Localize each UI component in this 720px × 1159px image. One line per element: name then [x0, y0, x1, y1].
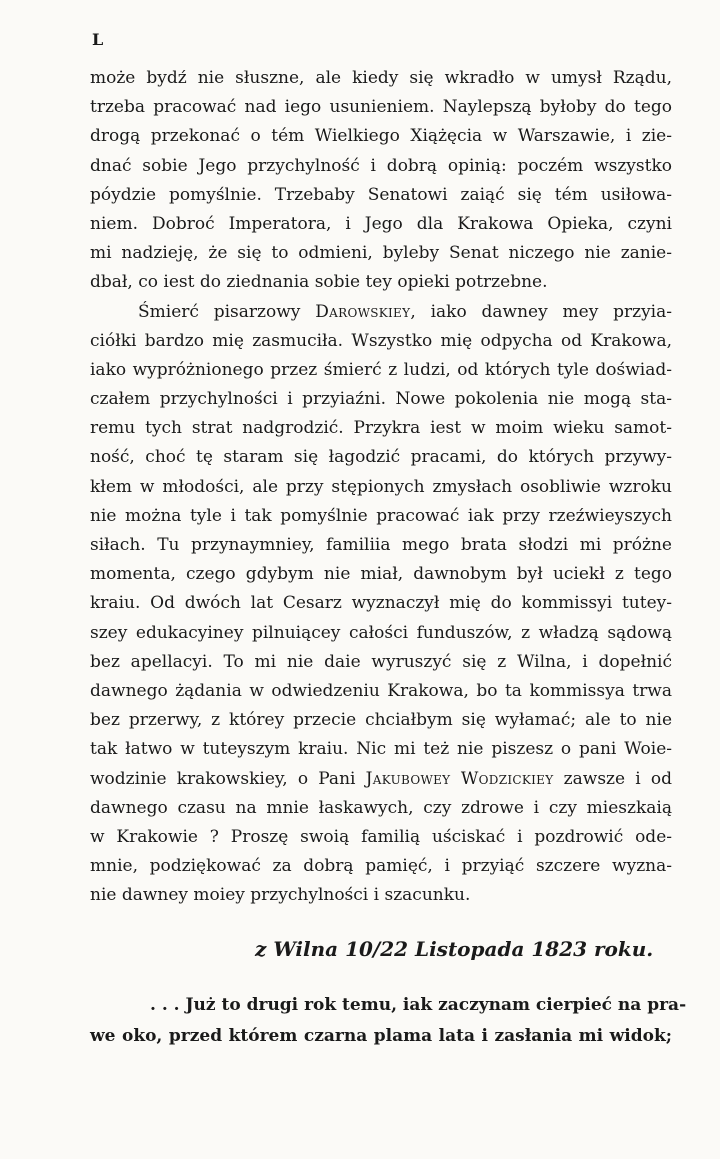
person-name: Jakubowey Wodzickiey — [365, 768, 554, 789]
text-line: kłem w młodości, ale przy stępionych zmysłach osobliwie wzroku — [90, 476, 672, 497]
text-line: bez apellacyi. To mi nie daie wyruszyć się z Wilna, i dopełnić — [90, 651, 672, 672]
text-line: tak łatwo w tuteyszym kraiu. Nic mi też nie piszesz o pani Woie- — [90, 739, 672, 760]
text-line: niem. Dobroć Imperatora, i Jego dla Krakowa Opieka, czyni — [90, 213, 672, 234]
text-fragment: Śmierć pisarzowy — [138, 301, 301, 322]
text-line: we oko, przed którem czarna plama lata i zasłania mi widok; — [90, 1026, 672, 1046]
text-line: . . . Już to drugi rok temu, iak zaczynam cierpieć na pra- — [150, 995, 687, 1015]
text-line: siłach. Tu przynaymniey, familiia mego brata słodzi mi próżne — [90, 535, 672, 555]
text-line: póydzie pomyślnie. Trzebaby Senatowi zaiąć się tém usiłowa- — [90, 184, 672, 205]
text-line: ciółki bardzo mię zasmuciła. Wszystko mię odpycha od Krakowa, — [90, 330, 672, 351]
letter-dateline: z Wilna 10/22 Listopada 1823 roku. — [255, 937, 654, 961]
text-line: mnie, podziękować za dobrą pamięć, i przyiąć szczere wyzna- — [90, 856, 672, 877]
text-fragment: zawsze i od — [563, 768, 673, 789]
text-line — [90, 765, 672, 794]
text-line: kraiu. Od dwóch lat Cesarz wyznaczył mię do kommissyi tutey- — [90, 593, 672, 614]
page-number: L — [92, 30, 104, 49]
text-line: momenta, czego gdybym nie miał, dawnobym był uciekł z tego — [90, 564, 672, 585]
paragraph-2 — [90, 298, 672, 911]
text-line: dawnego żądania w odwiedzeniu Krakowa, bo ta kommissya trwa — [90, 680, 672, 701]
text-line: dawnego czasu na mnie łaskawych, czy zdrowe i czy mieszkaią — [90, 797, 672, 818]
text-line: dbał, co iest do ziednania sobie tey opieki potrzebne. — [90, 272, 548, 293]
text-fragment: wodzinie krakowskiey, o Pani — [90, 768, 356, 789]
text-line: ność, choć tę staram się łagodzić pracami, do których przywy- — [90, 447, 672, 468]
text-fragment: , iako dawney mey przyia- — [410, 301, 673, 322]
text-line: mi nadzieję, że się to odmieni, byleby Senat niczego nie zanie- — [90, 243, 672, 264]
text-line: szey edukacyiney pilnuiącey całości funduszów, z władzą sądową — [90, 622, 672, 643]
text-line: iako wypróżnionego przez śmierć z ludzi, od których tyle doświad- — [90, 359, 672, 380]
text-line: drogą przekonać o tém Wielkiego Xiążęcia w Warszawie, i zie- — [90, 126, 672, 147]
text-line: nie dawney moiey przychylności i szacunku. — [90, 885, 471, 906]
text-line: dnać sobie Jego przychylność i dobrą opinią: poczém wszystko — [90, 155, 672, 176]
text-line: trzeba pracować nad iego usunieniem. Naylepszą byłoby do tego — [90, 97, 672, 118]
person-name: Darowskiey — [315, 301, 411, 322]
letter-body — [90, 64, 672, 910]
text-line: bez przerwy, z którey przecie chciałbym się wyłamać; ale to nie — [90, 710, 672, 731]
paragraph-3 — [90, 990, 687, 1052]
text-line: czałem przychylności i przyiaźni. Nowe pokolenia nie mogą sta- — [90, 389, 672, 410]
text-line: remu tych strat nadgrodzić. Przykra iest w moim wieku samot- — [90, 418, 672, 439]
text-line — [90, 298, 672, 327]
text-line: w Krakowie ? Proszę swoią familią uściskać i pozdrowić ode- — [90, 826, 672, 847]
text-line: nie można tyle i tak pomyślnie pracować iak przy rzeźwieyszych — [90, 505, 672, 526]
text-line: może bydź nie słuszne, ale kiedy się wkradło w umysł Rządu, — [90, 68, 672, 88]
paragraph-1 — [90, 64, 672, 298]
